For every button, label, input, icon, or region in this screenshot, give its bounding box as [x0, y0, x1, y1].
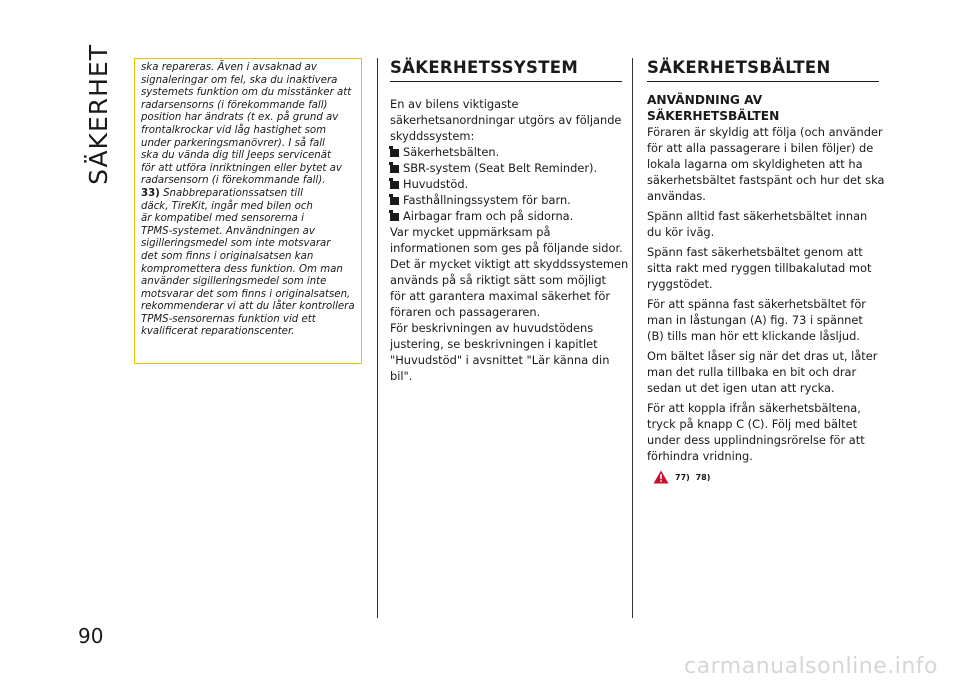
note-line: frontalkrockar vid låg hastighet som	[141, 124, 327, 136]
note-line: rekommenderar vi att du låter kontrollera	[141, 301, 355, 313]
column-divider	[377, 58, 378, 618]
body-line: används på så riktigt sätt som möjligt	[390, 273, 607, 287]
middle-column	[390, 58, 629, 384]
note-line: TPMS-sensorernas funktion vid ett	[141, 313, 316, 325]
body-line: justering, se beskrivningen i kapitlet	[390, 337, 598, 351]
section-heading: SÄKERHETSBÄLTEN	[647, 58, 879, 82]
body-line: sitta rakt med ryggen tillbakalutad mot	[647, 261, 872, 275]
bullet-item: Fasthållningssystem för barn.	[390, 192, 622, 208]
body-line: sedan ut det igen utan att rycka.	[647, 381, 835, 395]
note-line: radarsensorns (i förekommande fall)	[141, 99, 328, 111]
bullet-item: Airbagar fram och på sidorna.	[390, 208, 622, 224]
note-line: radarsensorn (i förekommande fall).	[141, 175, 326, 187]
warning-refs: 77) 78)	[675, 472, 711, 482]
body-line: säkerhetsanordningar utgörs av följande	[390, 113, 622, 127]
body-line: Om bältet låser sig när det dras ut, låter	[647, 349, 878, 363]
note-box	[134, 58, 362, 364]
note-line: signaleringar om fel, ska du inaktivera	[141, 74, 338, 86]
body-line: för att garantera maximal säkerhet för	[390, 289, 611, 303]
subheading: SÄKERHETSBÄLTEN	[647, 109, 780, 123]
bullet-item: Huvudstöd.	[390, 176, 622, 192]
body-line: lokala lagarna om skyldigheten att ha	[647, 157, 863, 171]
body-line: Var mycket uppmärksam på	[390, 225, 551, 239]
note-line: under parkeringsmanövrer). I så fall	[141, 137, 325, 149]
note-text: Snabbreparationssatsen till	[163, 187, 303, 199]
body-line: Spänn alltid fast säkerhetsbältet innan	[647, 209, 868, 223]
body-line: förhindra vridning.	[647, 449, 753, 463]
note-line-numbered	[141, 188, 355, 201]
note-line: systemets funktion om du misstänker att	[141, 87, 352, 99]
body-line: för att alla passagerare i bilen följer) de	[647, 141, 874, 155]
right-column	[647, 58, 885, 484]
body-line: säkerhetsbältet fastspänt och hur det ska	[647, 173, 885, 187]
section-heading: SÄKERHETSSYSTEM	[390, 58, 622, 82]
note-line: position har ändrats (t ex. på grund av	[141, 112, 339, 124]
note-line: TPMS-systemet. Användningen av	[141, 225, 315, 237]
bullet-icon	[390, 197, 399, 205]
body-line: informationen som ges på följande sidor.	[390, 241, 623, 255]
note-line: ska repareras. Även i avsaknad av	[141, 62, 317, 73]
body-line: skyddssystem:	[390, 129, 475, 143]
body-line: under dess upplindningsrörelse för att	[647, 433, 865, 447]
section-title: SÄKERHET	[84, 44, 113, 185]
note-number: 33)	[141, 187, 160, 199]
note-line: ska du vända dig till Jeeps servicenät	[141, 150, 331, 162]
body-line: För att koppla ifrån säkerhetsbältena,	[647, 401, 861, 415]
body-line: För beskrivningen av huvudstödens	[390, 321, 594, 335]
body-line: man in låstungan (A) fig. 73 i spännet	[647, 313, 863, 327]
column-divider	[632, 58, 633, 618]
note-line: kompromettera dess funktion. Om man	[141, 263, 343, 275]
body-line: du kör iväg.	[647, 225, 715, 239]
bullet-item: Säkerhetsbälten.	[390, 144, 622, 160]
body-line: Föraren är skyldig att följa (och använder	[647, 125, 883, 139]
body-line: "Huvudstöd" i avsnittet "Lär känna din	[390, 353, 610, 367]
note-line: för att utföra inriktningen eller bytet av	[141, 162, 342, 174]
note-line: är kompatibel med sensorerna i	[141, 213, 304, 225]
body-line: föraren och passageraren.	[390, 305, 541, 319]
warning-reference	[647, 470, 879, 484]
note-line: det som finns i originalsatsen kan	[141, 250, 314, 262]
body-line: man det rulla tillbaka en bit och drar	[647, 365, 857, 379]
page-number: 90	[78, 624, 104, 648]
note-line: kvalificerat reparationscenter.	[141, 326, 295, 338]
bullet-icon	[390, 149, 399, 157]
body-line: bil".	[390, 369, 413, 383]
note-line: sigilleringsmedel som inte motsvarar	[141, 238, 331, 250]
body-line: För att spänna fast säkerhetsbältet för	[647, 297, 866, 311]
body-line: En av bilens viktigaste	[390, 97, 519, 111]
bullet-icon	[390, 181, 399, 189]
body-line: (B) tills man hör ett klickande låsljud.	[647, 329, 860, 343]
body-line: tryck på knapp C (C). Följ med bältet	[647, 417, 858, 431]
watermark: carmanualsonline.info	[684, 654, 938, 679]
body-line: Det är mycket viktigt att skyddssystemen	[390, 257, 629, 271]
note-line: motsvarar det som finns i originalsatsen,	[141, 288, 351, 300]
body-line: ryggstödet.	[647, 277, 713, 291]
note-line: däck, TireKit, ingår med bilen och	[141, 200, 313, 212]
body-line: Spänn fast säkerhetsbältet genom att	[647, 245, 863, 259]
warning-triangle-icon	[653, 470, 669, 484]
bullet-icon	[390, 213, 399, 221]
bullet-item: SBR-system (Seat Belt Reminder).	[390, 160, 622, 176]
body-line: användas.	[647, 189, 706, 203]
note-line: använder sigilleringsmedel som inte	[141, 276, 327, 288]
bullet-icon	[390, 165, 399, 173]
subheading: ANVÄNDNING AV	[647, 93, 763, 107]
